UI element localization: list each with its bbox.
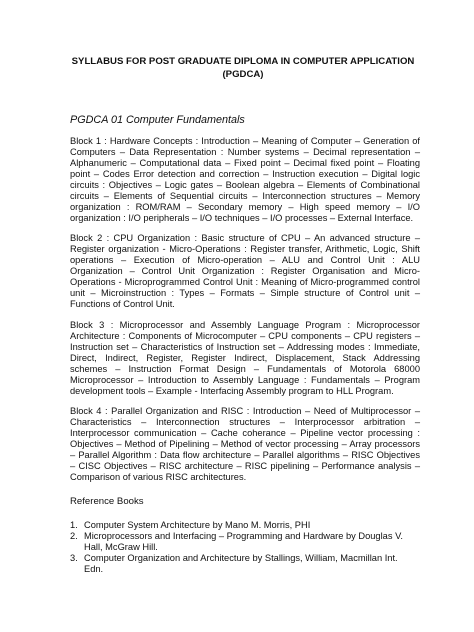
reference-number: 1.	[70, 519, 78, 530]
reference-text: Microprocessors and Interfacing – Programming and Hardware by Douglas V. Hall, McGraw Hill.	[84, 530, 404, 552]
subject-heading: PGDCA 01 Computer Fundamentals	[70, 114, 245, 126]
references-list	[70, 520, 416, 575]
document-title: SYLLABUS FOR POST GRADUATE DIPLOMA IN COMPUTER APPLICATION (PGDCA)	[71, 56, 415, 80]
references-heading: Reference Books	[70, 495, 144, 507]
syllabus-block-2: Block 2 : CPU Organization : Basic structure of CPU – An advanced structure – Register organization - Micro-Operations : Register transfer, Arithmetic, Logic, Shift operations – Execution of Micro-operation – ALU and Control Unit : ALU Organization – Control Unit Organization : Register Organisation and Micro-Operations - Microprogrammed Control Unit : Meaning of Micro-programmed control unit – Microinstruction : Types – Formats – Simple structure of Control unit – Functions of Control Unit.	[70, 233, 420, 310]
syllabus-block-3: Block 3 : Microprocessor and Assembly Language Program : Microprocessor Architecture : Components of Microcomputer – CPU components – CPU registers – Instruction set – Characteristics of Instruction set – Addressing modes : Immediate, Direct, Indirect, Register, Register Indirect, Displacement, Stack Addressing schemes – Instruction Format Design – Fundamentals of Motorola 68000 Microprocessor – Introduction to Assembly Language : Fundamentals – Program development tools – Example - Interfacing Assembly program to HLL Program.	[70, 319, 420, 396]
reference-item	[70, 520, 416, 531]
reference-number: 3.	[70, 552, 78, 563]
reference-item	[70, 531, 416, 553]
syllabus-block-1: Block 1 : Hardware Concepts : Introduction – Meaning of Computer – Generation of Computers – Data Representation : Number systems – Decimal representation – Alphanumeric – Computational data – Fixed point – Decimal fixed point – Floating point – Codes Error detection and correction – Instruction execution – Digital logic circuits : Objectives – Logic gates – Boolean algebra – Elements of Combinational circuits – Elements of Sequential circuits – Interconnection structures – Memory organization : ROM/RAM – Secondary memory – High speed memory – I/O organization : I/O peripherals – I/O techniques – I/O processes – External Interface.	[70, 136, 420, 223]
reference-text: Computer Organization and Architecture by Stallings, William, Macmillan Int. Edn.	[84, 552, 398, 574]
syllabus-block-4: Block 4 : Parallel Organization and RISC : Introduction – Need of Multiprocessor – Characteristics – Interconnection structures – Interprocessor arbitration – Interprocessor communication – Cache coherance – Pipeline vector processing : Objectives – Method of Pipelining – Method of vector processing – Array processors – Parallel Algorithm : Data flow architecture – Parallel algorithms – RISC Objectives – CISC Objectives – RISC architecture – RISC pipelining – Performance analysis – Comparison of various RISC architectures.	[70, 405, 420, 482]
reference-text: Computer System Architecture by Mano M. Morris, PHI	[84, 519, 311, 530]
reference-item	[70, 553, 416, 575]
reference-number: 2.	[70, 530, 78, 541]
